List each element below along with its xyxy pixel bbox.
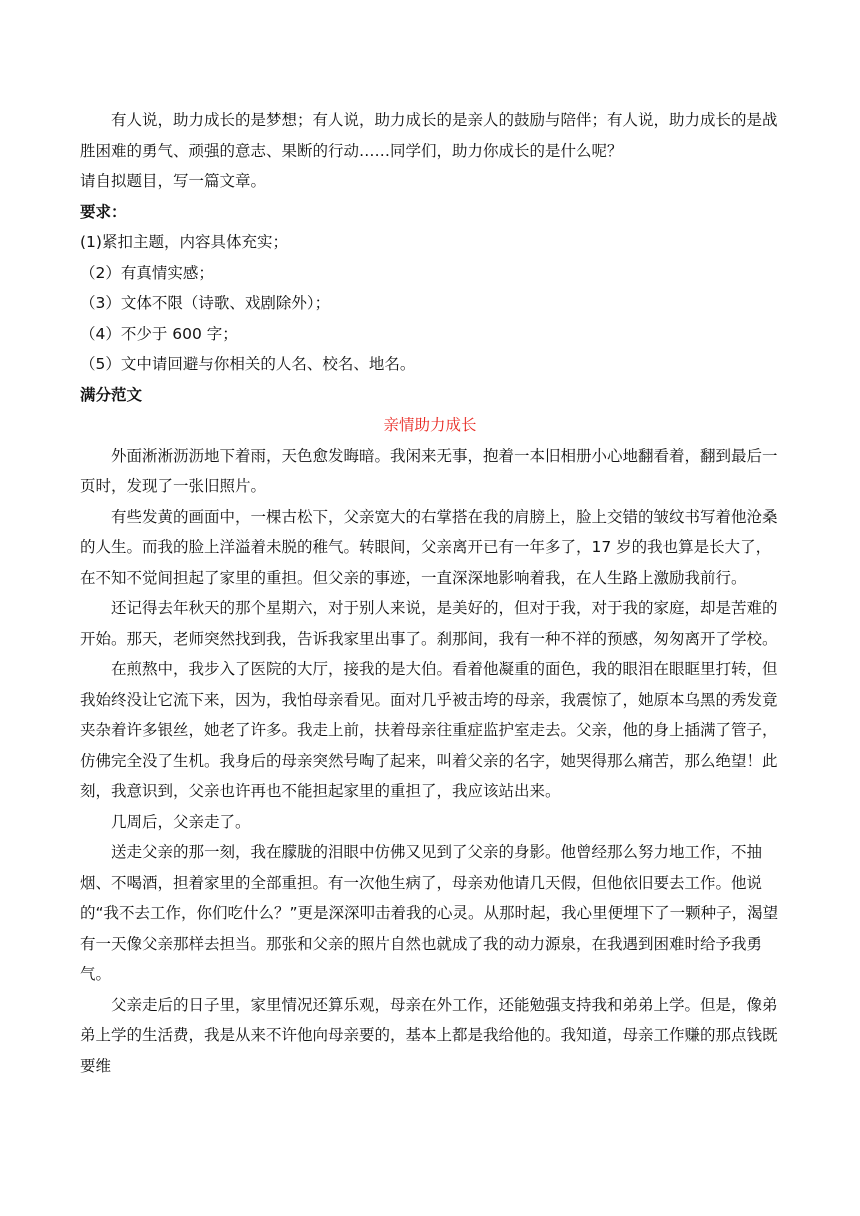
requirement-item: (1)紧扣主题，内容具体充实； (80, 233, 288, 251)
essay-paragraph: 在煎熬中，我步入了医院的大厅，接我的是大伯。看着他凝重的面色，我的眼泪在眼眶里打转，但我始终没让它流下来，因为，我怕母亲看见。面对几乎被击垮的母亲，我震惊了，她原本乌黑的秀发竟夹杂着许多银丝，她老了许多。我走上前，扶着母亲往重症监护室走去。父亲，他的身上插满了管子，仿佛完全没了生机。我身后的母亲突然号啕了起来，叫着父亲的名字，她哭得那么痛苦，那么绝望！此刻，我意识到，父亲也许再也不能担起家里的重担了，我应该站出来。 (80, 660, 778, 800)
requirement-item: （4）不少于 600 字； (80, 324, 238, 343)
requirement-item: （3）文体不限（诗歌、戏剧除外）； (80, 294, 331, 312)
prompt-instruction: 请自拟题目，写一篇文章。 (80, 172, 267, 190)
essay-paragraph: 还记得去年秋天的那个星期六，对于别人来说，是美好的，但对于我，对于我的家庭，却是苦难的开始。那天，老师突然找到我，告诉我家里出事了。刹那间，我有一种不祥的预感，匆匆离开了学校。 (80, 599, 778, 648)
prompt-intro: 有人说，助力成长的是梦想；有人说，助力成长的是亲人的鼓励与陪伴；有人说，助力成长的是战胜困难的勇气、顽强的意志、果断的行动……同学们，助力你成长的是什么呢？ (80, 111, 778, 160)
requirement-item: （2）有真情实感； (80, 263, 214, 282)
essay-paragraph: 外面淅淅沥沥地下着雨，天色愈发晦暗。我闲来无事，抱着一本旧相册小心地翻看着，翻到最后一页时，发现了一张旧照片。 (80, 446, 778, 495)
essay-paragraph: 有些发黄的画面中，一棵古松下，父亲宽大的右掌搭在我的肩膀上，脸上交错的皱纹书写着他沧桑的人生。而我的脸上洋溢着未脱的稚气。转眼间，父亲离开已有一年多了，17 岁的我也算是长大了，在不知不觉间担起了家里的重担。但父亲的事迹，一直深深地影响着我，在人生路上激励我前行。 (80, 507, 778, 587)
essay-title: 亲情助力成长 (383, 416, 477, 434)
requirements-heading: 要求： (80, 202, 127, 221)
section-label: 满分范文 (80, 385, 143, 404)
essay-paragraph: 父亲走后的日子里，家里情况还算乐观，母亲在外工作，还能勉强支持我和弟弟上学。但是，像弟弟上学的生活费，我是从来不许他向母亲要的，基本上都是我给他的。我知道，母亲工作赚的那点钱既要维 (80, 995, 778, 1075)
essay-paragraph: 几周后，父亲走了。 (111, 812, 251, 831)
document-body (80, 105, 780, 1081)
requirement-item: （5）文中请回避与你相关的人名、校名、地名。 (80, 355, 416, 373)
essay-paragraph: 送走父亲的那一刻，我在朦胧的泪眼中仿佛又见到了父亲的身影。他曾经那么努力地工作，不抽烟、不喝酒，担着家里的全部重担。有一次他生病了，母亲劝他请几天假，但他依旧要去工作。他说的“我不去工作，你们吃什么？”更是深深叩击着我的心灵。从那时起，我心里便埋下了一颗种子，渴望有一天像父亲那样去担当。那张和父亲的照片自然也就成了我的动力源泉，在我遇到困难时给予我勇气。 (80, 843, 779, 983)
